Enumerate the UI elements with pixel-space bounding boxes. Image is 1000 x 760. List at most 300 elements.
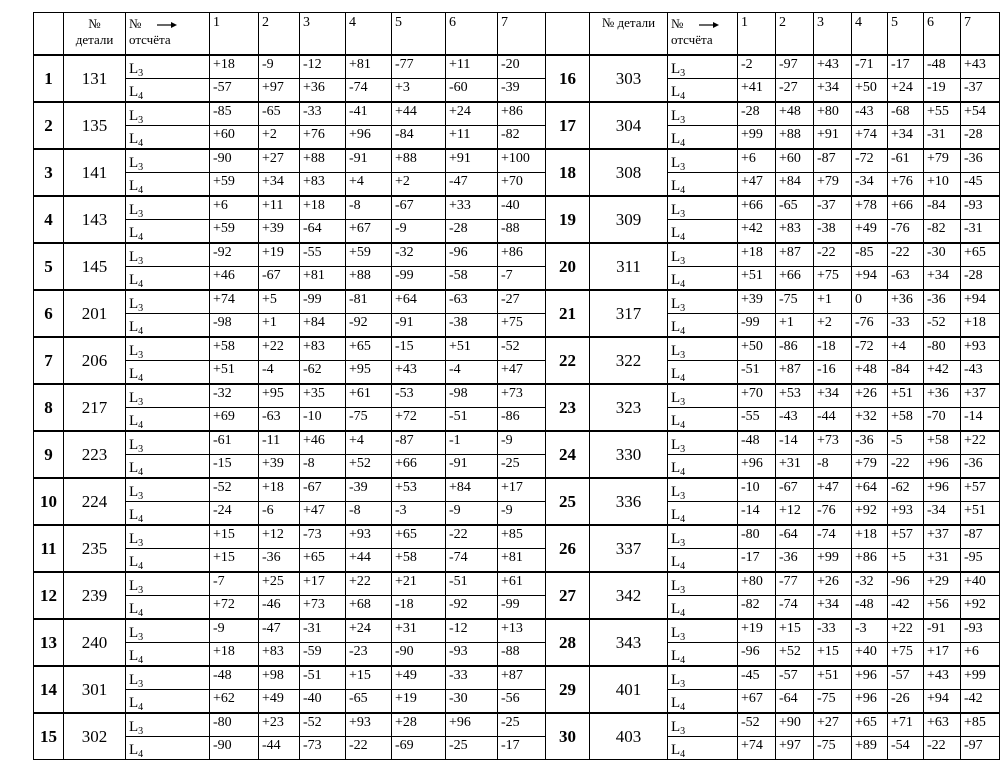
value-cell: +96 bbox=[852, 690, 888, 714]
part-number: 311 bbox=[590, 243, 668, 290]
value-cell: -44 bbox=[814, 408, 852, 432]
line-letter: L bbox=[671, 84, 681, 100]
value-cell: +71 bbox=[888, 713, 924, 737]
line-label-l3 bbox=[126, 243, 210, 267]
value-cell: -76 bbox=[852, 314, 888, 338]
value-cell: +29 bbox=[924, 572, 961, 596]
line-subscript: 4 bbox=[138, 138, 144, 149]
value-cell: -52 bbox=[738, 713, 776, 737]
value-cell: +80 bbox=[814, 102, 852, 126]
value-cell: -62 bbox=[888, 478, 924, 502]
line-label-l3 bbox=[668, 290, 738, 314]
value-cell: -28 bbox=[961, 267, 1000, 291]
value-cell: -14 bbox=[776, 431, 814, 455]
line-letter: L bbox=[129, 601, 139, 617]
measurement-table bbox=[33, 12, 1000, 760]
value-cell: +96 bbox=[852, 666, 888, 690]
value-cell: +12 bbox=[259, 525, 300, 549]
value-cell: +66 bbox=[776, 267, 814, 291]
line-subscript: 3 bbox=[138, 397, 144, 408]
value-cell: +67 bbox=[346, 220, 392, 244]
row-index: 3 bbox=[34, 149, 64, 196]
value-cell: +50 bbox=[852, 79, 888, 103]
arrow-right-icon bbox=[157, 21, 177, 29]
row-index: 14 bbox=[34, 666, 64, 713]
value-cell: -96 bbox=[738, 643, 776, 667]
reading-header-6: 6 bbox=[924, 13, 961, 56]
value-cell: +88 bbox=[392, 149, 446, 173]
value-cell: -17 bbox=[738, 549, 776, 573]
value-cell: +94 bbox=[924, 690, 961, 714]
line-subscript: 4 bbox=[680, 702, 686, 713]
value-cell: +51 bbox=[814, 666, 852, 690]
row-index: 15 bbox=[34, 713, 64, 760]
value-cell: -99 bbox=[738, 314, 776, 338]
line-label-l3 bbox=[126, 478, 210, 502]
value-cell: +99 bbox=[738, 126, 776, 150]
value-cell: +91 bbox=[814, 126, 852, 150]
row-index: 22 bbox=[546, 337, 590, 384]
value-cell: +66 bbox=[888, 196, 924, 220]
value-cell: -51 bbox=[300, 666, 346, 690]
value-cell: +67 bbox=[738, 690, 776, 714]
line-subscript: 4 bbox=[680, 326, 686, 337]
value-cell: -93 bbox=[446, 643, 498, 667]
value-cell: -33 bbox=[446, 666, 498, 690]
row-index: 9 bbox=[34, 431, 64, 478]
part-number: 342 bbox=[590, 572, 668, 619]
value-cell: +44 bbox=[392, 102, 446, 126]
line-subscript: 3 bbox=[680, 444, 686, 455]
row-index: 4 bbox=[34, 196, 64, 243]
line-subscript: 3 bbox=[680, 115, 686, 126]
table-row bbox=[34, 314, 1000, 338]
arrow-right-icon bbox=[699, 21, 719, 29]
row-index: 10 bbox=[34, 478, 64, 525]
value-cell: +37 bbox=[924, 525, 961, 549]
value-cell: +59 bbox=[210, 173, 259, 197]
reading-header-4: 4 bbox=[852, 13, 888, 56]
value-cell: -17 bbox=[888, 55, 924, 79]
line-letter: L bbox=[129, 131, 139, 147]
value-cell: +100 bbox=[498, 149, 546, 173]
value-cell: +39 bbox=[738, 290, 776, 314]
value-cell: -80 bbox=[210, 713, 259, 737]
value-cell: +34 bbox=[924, 267, 961, 291]
row-index: 21 bbox=[546, 290, 590, 337]
value-cell: -28 bbox=[446, 220, 498, 244]
value-cell: -93 bbox=[961, 196, 1000, 220]
value-cell: +47 bbox=[814, 478, 852, 502]
value-cell: +65 bbox=[961, 243, 1000, 267]
line-subscript: 4 bbox=[138, 561, 144, 572]
value-cell: -53 bbox=[392, 384, 446, 408]
value-cell: +57 bbox=[961, 478, 1000, 502]
value-cell: +76 bbox=[888, 173, 924, 197]
line-subscript: 3 bbox=[680, 162, 686, 173]
line-label-l3 bbox=[126, 149, 210, 173]
line-label-l4 bbox=[126, 690, 210, 714]
value-cell: +95 bbox=[259, 384, 300, 408]
line-letter: L bbox=[129, 272, 139, 288]
value-cell: -75 bbox=[814, 690, 852, 714]
table-row bbox=[34, 596, 1000, 620]
table-row bbox=[34, 173, 1000, 197]
value-cell: +59 bbox=[346, 243, 392, 267]
value-cell: -80 bbox=[924, 337, 961, 361]
value-cell: +12 bbox=[776, 502, 814, 526]
line-label-l4 bbox=[126, 502, 210, 526]
table-row bbox=[34, 431, 1000, 455]
value-cell: +79 bbox=[814, 173, 852, 197]
value-cell: -41 bbox=[346, 102, 392, 126]
line-label-l3 bbox=[126, 102, 210, 126]
value-cell: +75 bbox=[814, 267, 852, 291]
value-cell: -96 bbox=[888, 572, 924, 596]
line-label-l4 bbox=[126, 408, 210, 432]
value-cell: +66 bbox=[392, 455, 446, 479]
line-subscript: 4 bbox=[138, 749, 144, 760]
part-number-header: № детали bbox=[64, 13, 126, 56]
value-cell: -48 bbox=[210, 666, 259, 690]
line-letter: L bbox=[129, 296, 139, 312]
value-cell: +11 bbox=[446, 55, 498, 79]
row-index: 29 bbox=[546, 666, 590, 713]
value-cell: -65 bbox=[776, 196, 814, 220]
value-cell: -82 bbox=[738, 596, 776, 620]
value-cell: -43 bbox=[852, 102, 888, 126]
line-letter: L bbox=[671, 742, 681, 758]
value-cell: -74 bbox=[346, 79, 392, 103]
line-subscript: 4 bbox=[138, 467, 144, 478]
value-cell: +31 bbox=[392, 619, 446, 643]
value-cell: -27 bbox=[776, 79, 814, 103]
value-cell: +35 bbox=[300, 384, 346, 408]
value-cell: -95 bbox=[961, 549, 1000, 573]
value-cell: +48 bbox=[776, 102, 814, 126]
value-cell: +1 bbox=[776, 314, 814, 338]
value-cell: -7 bbox=[210, 572, 259, 596]
line-label-l3 bbox=[668, 149, 738, 173]
row-index: 28 bbox=[546, 619, 590, 666]
part-number: 322 bbox=[590, 337, 668, 384]
value-cell: +70 bbox=[738, 384, 776, 408]
value-cell: -52 bbox=[498, 337, 546, 361]
line-subscript: 3 bbox=[138, 632, 144, 643]
line-letter: L bbox=[671, 484, 681, 500]
part-number: 323 bbox=[590, 384, 668, 431]
value-cell: -32 bbox=[392, 243, 446, 267]
value-cell: -61 bbox=[210, 431, 259, 455]
value-cell: +93 bbox=[346, 713, 392, 737]
value-cell: +47 bbox=[498, 361, 546, 385]
line-label-l4 bbox=[668, 220, 738, 244]
value-cell: -36 bbox=[852, 431, 888, 455]
value-cell: -84 bbox=[924, 196, 961, 220]
line-label-l3 bbox=[668, 384, 738, 408]
value-cell: -4 bbox=[259, 361, 300, 385]
value-cell: +4 bbox=[346, 173, 392, 197]
value-cell: +84 bbox=[776, 173, 814, 197]
value-cell: -9 bbox=[498, 502, 546, 526]
line-subscript: 4 bbox=[680, 232, 686, 243]
value-cell: +17 bbox=[924, 643, 961, 667]
value-cell: -17 bbox=[498, 737, 546, 760]
line-subscript: 3 bbox=[680, 209, 686, 220]
value-cell: +15 bbox=[210, 525, 259, 549]
value-cell: +98 bbox=[259, 666, 300, 690]
value-cell: +27 bbox=[814, 713, 852, 737]
line-label-l3 bbox=[668, 713, 738, 737]
value-cell: +42 bbox=[924, 361, 961, 385]
table-row bbox=[34, 713, 1000, 737]
line-label-l3 bbox=[126, 619, 210, 643]
line-label-l3 bbox=[126, 196, 210, 220]
value-cell: +92 bbox=[852, 502, 888, 526]
value-cell: -9 bbox=[446, 502, 498, 526]
value-cell: -34 bbox=[852, 173, 888, 197]
line-subscript: 3 bbox=[680, 303, 686, 314]
value-cell: -30 bbox=[924, 243, 961, 267]
value-cell: -15 bbox=[210, 455, 259, 479]
value-cell: +34 bbox=[814, 384, 852, 408]
value-cell: +46 bbox=[210, 267, 259, 291]
line-subscript: 3 bbox=[680, 632, 686, 643]
line-letter: L bbox=[129, 84, 139, 100]
line-subscript: 4 bbox=[138, 373, 144, 384]
value-cell: -14 bbox=[961, 408, 1000, 432]
line-label-l3 bbox=[126, 431, 210, 455]
value-cell: +48 bbox=[852, 361, 888, 385]
corner-cell bbox=[546, 13, 590, 56]
line-subscript: 4 bbox=[680, 655, 686, 666]
table-row bbox=[34, 478, 1000, 502]
value-cell: +6 bbox=[961, 643, 1000, 667]
value-cell: -74 bbox=[814, 525, 852, 549]
value-cell: -51 bbox=[446, 572, 498, 596]
value-cell: -33 bbox=[814, 619, 852, 643]
line-letter: L bbox=[129, 178, 139, 194]
value-cell: -1 bbox=[446, 431, 498, 455]
line-subscript: 4 bbox=[680, 91, 686, 102]
value-cell: +60 bbox=[210, 126, 259, 150]
value-cell: -75 bbox=[346, 408, 392, 432]
value-cell: +23 bbox=[259, 713, 300, 737]
value-cell: +66 bbox=[738, 196, 776, 220]
line-letter: L bbox=[129, 554, 139, 570]
line-label-l4 bbox=[126, 173, 210, 197]
line-subscript: 3 bbox=[138, 209, 144, 220]
value-cell: -58 bbox=[446, 267, 498, 291]
value-cell: -75 bbox=[776, 290, 814, 314]
value-cell: -82 bbox=[498, 126, 546, 150]
value-cell: +65 bbox=[852, 713, 888, 737]
part-number: 330 bbox=[590, 431, 668, 478]
part-number: 217 bbox=[64, 384, 126, 431]
value-cell: +62 bbox=[210, 690, 259, 714]
value-cell: -20 bbox=[498, 55, 546, 79]
value-cell: -65 bbox=[259, 102, 300, 126]
line-label-l4 bbox=[668, 126, 738, 150]
value-cell: -97 bbox=[961, 737, 1000, 760]
value-cell: +11 bbox=[259, 196, 300, 220]
part-number: 302 bbox=[64, 713, 126, 760]
line-letter: L bbox=[671, 319, 681, 335]
value-cell: +58 bbox=[392, 549, 446, 573]
value-cell: +49 bbox=[852, 220, 888, 244]
part-number: 401 bbox=[590, 666, 668, 713]
value-cell: +36 bbox=[300, 79, 346, 103]
value-cell: +22 bbox=[888, 619, 924, 643]
value-cell: +86 bbox=[498, 243, 546, 267]
line-label-l4 bbox=[668, 737, 738, 760]
value-cell: -22 bbox=[814, 243, 852, 267]
line-letter: L bbox=[671, 108, 681, 124]
line-letter: L bbox=[671, 390, 681, 406]
table-row bbox=[34, 149, 1000, 173]
value-cell: -67 bbox=[259, 267, 300, 291]
value-cell: -88 bbox=[498, 220, 546, 244]
value-cell: -25 bbox=[498, 455, 546, 479]
table-row bbox=[34, 455, 1000, 479]
line-label-l4 bbox=[126, 643, 210, 667]
value-cell: +32 bbox=[852, 408, 888, 432]
line-label-l4 bbox=[126, 455, 210, 479]
line-letter: L bbox=[129, 672, 139, 688]
corner-cell bbox=[34, 13, 64, 56]
value-cell: -19 bbox=[924, 79, 961, 103]
value-cell: +75 bbox=[888, 643, 924, 667]
line-letter: L bbox=[671, 437, 681, 453]
line-letter: L bbox=[129, 578, 139, 594]
value-cell: -52 bbox=[210, 478, 259, 502]
value-cell: -32 bbox=[210, 384, 259, 408]
value-cell: -61 bbox=[888, 149, 924, 173]
table-row bbox=[34, 690, 1000, 714]
value-cell: -48 bbox=[738, 431, 776, 455]
line-label-l3 bbox=[668, 478, 738, 502]
value-cell: -72 bbox=[852, 337, 888, 361]
table-row bbox=[34, 572, 1000, 596]
line-subscript: 3 bbox=[680, 68, 686, 79]
line-subscript: 4 bbox=[138, 185, 144, 196]
value-cell: +4 bbox=[346, 431, 392, 455]
line-subscript: 3 bbox=[138, 444, 144, 455]
value-cell: -36 bbox=[961, 149, 1000, 173]
value-cell: -91 bbox=[392, 314, 446, 338]
table-row bbox=[34, 126, 1000, 150]
value-cell: +58 bbox=[924, 431, 961, 455]
value-cell: +73 bbox=[498, 384, 546, 408]
value-cell: -99 bbox=[498, 596, 546, 620]
row-index: 8 bbox=[34, 384, 64, 431]
value-cell: -77 bbox=[776, 572, 814, 596]
line-subscript: 4 bbox=[138, 420, 144, 431]
line-subscript: 3 bbox=[680, 397, 686, 408]
value-cell: +43 bbox=[961, 55, 1000, 79]
value-cell: +27 bbox=[259, 149, 300, 173]
value-cell: +52 bbox=[776, 643, 814, 667]
line-label-l3 bbox=[668, 337, 738, 361]
line-label-l3 bbox=[668, 243, 738, 267]
value-cell: +96 bbox=[346, 126, 392, 150]
value-cell: +34 bbox=[888, 126, 924, 150]
line-subscript: 4 bbox=[138, 514, 144, 525]
value-cell: -76 bbox=[888, 220, 924, 244]
line-letter: L bbox=[129, 695, 139, 711]
value-cell: +60 bbox=[776, 149, 814, 173]
line-letter: L bbox=[129, 531, 139, 547]
value-cell: +1 bbox=[814, 290, 852, 314]
value-cell: +52 bbox=[346, 455, 392, 479]
value-cell: -55 bbox=[738, 408, 776, 432]
reading-header-6: 6 bbox=[446, 13, 498, 56]
value-cell: +81 bbox=[300, 267, 346, 291]
reading-header-5: 5 bbox=[392, 13, 446, 56]
value-cell: -3 bbox=[392, 502, 446, 526]
value-cell: +42 bbox=[738, 220, 776, 244]
line-label-l4 bbox=[668, 79, 738, 103]
value-cell: -43 bbox=[961, 361, 1000, 385]
value-cell: +74 bbox=[210, 290, 259, 314]
line-label-l4 bbox=[126, 737, 210, 760]
value-cell: +55 bbox=[924, 102, 961, 126]
part-number: 317 bbox=[590, 290, 668, 337]
value-cell: +56 bbox=[924, 596, 961, 620]
value-cell: -28 bbox=[738, 102, 776, 126]
value-cell: +26 bbox=[814, 572, 852, 596]
part-number: 337 bbox=[590, 525, 668, 572]
value-cell: -93 bbox=[961, 619, 1000, 643]
table-row bbox=[34, 408, 1000, 432]
value-cell: -99 bbox=[300, 290, 346, 314]
value-cell: -64 bbox=[776, 525, 814, 549]
row-index: 24 bbox=[546, 431, 590, 478]
line-letter: L bbox=[671, 625, 681, 641]
value-cell: +93 bbox=[961, 337, 1000, 361]
table-row bbox=[34, 384, 1000, 408]
value-cell: +18 bbox=[852, 525, 888, 549]
value-cell: -39 bbox=[346, 478, 392, 502]
value-cell: -22 bbox=[346, 737, 392, 760]
value-cell: -32 bbox=[852, 572, 888, 596]
value-cell: -85 bbox=[852, 243, 888, 267]
part-number: 239 bbox=[64, 572, 126, 619]
value-cell: +96 bbox=[446, 713, 498, 737]
table-row bbox=[34, 102, 1000, 126]
value-cell: +24 bbox=[346, 619, 392, 643]
part-number: 303 bbox=[590, 55, 668, 102]
value-cell: +34 bbox=[814, 79, 852, 103]
value-cell: -87 bbox=[814, 149, 852, 173]
line-letter: L bbox=[671, 601, 681, 617]
value-cell: -51 bbox=[446, 408, 498, 432]
value-cell: +86 bbox=[498, 102, 546, 126]
line-subscript: 3 bbox=[680, 585, 686, 596]
line-subscript: 3 bbox=[138, 491, 144, 502]
line-label-l3 bbox=[668, 666, 738, 690]
value-cell: -67 bbox=[392, 196, 446, 220]
value-cell: -67 bbox=[300, 478, 346, 502]
value-cell: -18 bbox=[814, 337, 852, 361]
part-number: 309 bbox=[590, 196, 668, 243]
table-row bbox=[34, 666, 1000, 690]
row-index: 17 bbox=[546, 102, 590, 149]
table-row bbox=[34, 502, 1000, 526]
value-cell: -63 bbox=[259, 408, 300, 432]
part-number: 223 bbox=[64, 431, 126, 478]
line-letter: L bbox=[671, 672, 681, 688]
